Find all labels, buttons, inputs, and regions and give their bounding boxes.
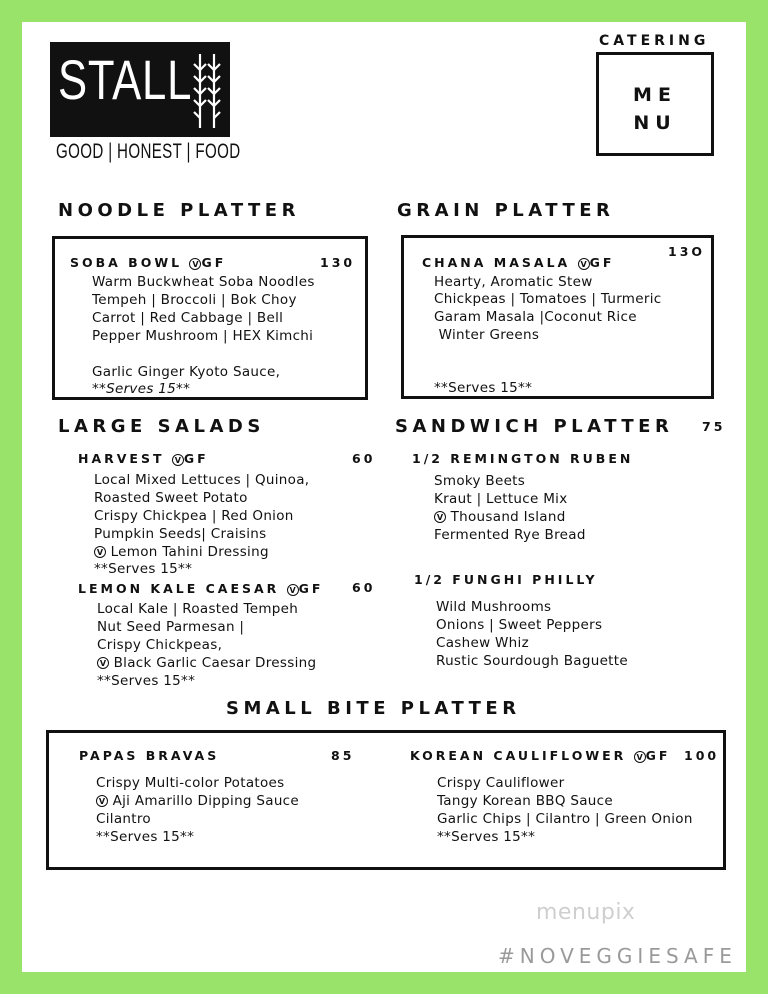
grain-line: Garam Masala |Coconut Rice [434, 309, 637, 325]
cauli-serves: **Serves 15** [437, 829, 536, 845]
grain-heading: GRAIN PLATTER [397, 200, 615, 221]
vegan-icon: V [172, 454, 184, 466]
philly-line: Cashew Whiz [436, 635, 529, 651]
noodle-line: Warm Buckwheat Soba Noodles [92, 274, 315, 290]
line-text: Thousand Island [450, 509, 566, 525]
line-text: Aji Amarillo Dipping Sauce [112, 793, 300, 809]
ruben-item-name: 1/2 REMINGTON RUBEN [412, 451, 634, 466]
vegan-icon: V [434, 511, 446, 523]
wheat-icon [190, 50, 224, 130]
noodle-price: 130 [320, 255, 356, 270]
vegan-icon: V [634, 751, 646, 763]
noodle-line: Carrot | Red Cabbage | Bell [92, 310, 284, 326]
caesar-line [97, 654, 316, 672]
harvest-line: Crispy Chickpea | Red Onion [94, 508, 294, 524]
cauli-item-name [410, 748, 670, 763]
harvest-price: 60 [352, 451, 376, 466]
gf-tag: GF [645, 748, 671, 763]
vegan-icon: V [189, 258, 201, 270]
logo-name: STALL [58, 48, 193, 111]
cauli-line: Crispy Cauliflower [437, 775, 565, 791]
sandwich-heading: SANDWICH PLATTER [395, 416, 674, 437]
vegan-icon: V [94, 546, 106, 558]
harvest-line [94, 543, 269, 561]
noodle-heading: NOODLE PLATTER [58, 200, 300, 221]
harvest-item-name [78, 451, 209, 466]
papas-line [96, 792, 299, 810]
footer-hashtag: #NOVEGGIESAFE [498, 944, 737, 968]
item-title: HARVEST [78, 451, 165, 466]
caesar-line: Local Kale | Roasted Tempeh [97, 601, 299, 617]
papas-line: Cilantro [96, 811, 151, 827]
harvest-line: Roasted Sweet Potato [94, 490, 248, 506]
vegan-icon: V [578, 258, 590, 270]
grain-item-name [422, 255, 614, 270]
item-title: LEMON KALE CAESAR [78, 581, 280, 596]
caesar-serves: **Serves 15** [97, 673, 196, 689]
vegan-icon: V [97, 657, 109, 669]
gf-tag: GF [201, 255, 227, 270]
menu-line-2: NU [633, 112, 677, 134]
philly-line: Rustic Sourdough Baguette [436, 653, 628, 669]
item-title: SOBA BOWL [70, 255, 183, 270]
caesar-line: Nut Seed Parmesan | [97, 619, 245, 635]
sandwich-price: 75 [702, 419, 726, 434]
caesar-price: 60 [352, 580, 376, 595]
gf-tag: GF [183, 451, 209, 466]
ruben-line [434, 508, 566, 526]
vegan-icon: V [287, 584, 299, 596]
vegan-icon: V [96, 795, 108, 807]
stall-logo [50, 42, 230, 137]
papas-price: 85 [331, 748, 355, 763]
noodle-item-name [70, 255, 226, 270]
logo-tagline: GOOD | HONEST | FOOD [56, 140, 241, 163]
caesar-item-name [78, 581, 323, 596]
philly-item-name: 1/2 FUNGHI PHILLY [414, 572, 598, 587]
grain-serves: **Serves 15** [434, 380, 533, 396]
menu-line-1: ME [633, 84, 677, 106]
cauli-line: Tangy Korean BBQ Sauce [437, 793, 613, 809]
noodle-serves: **Serves 15** [92, 381, 191, 397]
salads-heading: LARGE SALADS [58, 416, 265, 437]
caesar-line: Crispy Chickpeas, [97, 637, 223, 653]
line-text: Lemon Tahini Dressing [110, 544, 269, 560]
harvest-line: Pumpkin Seeds| Craisins [94, 526, 267, 542]
catering-label: CATERING [599, 33, 710, 49]
cauli-line: Garlic Chips | Cilantro | Green Onion [437, 811, 693, 827]
papas-serves: **Serves 15** [96, 829, 195, 845]
gf-tag: GF [589, 255, 615, 270]
noodle-line: Pepper Mushroom | HEX Kimchi [92, 328, 314, 344]
papas-line: Crispy Multi-color Potatoes [96, 775, 285, 791]
grain-line: Winter Greens [434, 327, 540, 343]
menu-box [596, 52, 714, 156]
philly-line: Onions | Sweet Peppers [436, 617, 603, 633]
small-heading: SMALL BITE PLATTER [226, 698, 521, 719]
papas-item-name: PAPAS BRAVAS [79, 748, 220, 763]
cauli-price: 100 [684, 748, 720, 763]
menupix-watermark: menupix [536, 900, 636, 925]
item-title: CHANA MASALA [422, 255, 571, 270]
harvest-line: Local Mixed Lettuces | Quinoa, [94, 472, 310, 488]
ruben-line: Fermented Rye Bread [434, 527, 586, 543]
noodle-line: Tempeh | Broccoli | Bok Choy [92, 292, 297, 308]
harvest-serves: **Serves 15** [94, 561, 193, 577]
item-title: KOREAN CAULIFLOWER [410, 748, 627, 763]
grain-line: Hearty, Aromatic Stew [434, 274, 593, 290]
grain-line: Chickpeas | Tomatoes | Turmeric [434, 291, 662, 307]
philly-line: Wild Mushrooms [436, 599, 552, 615]
ruben-line: Kraut | Lettuce Mix [434, 491, 568, 507]
grain-price: 13O [668, 244, 706, 259]
ruben-line: Smoky Beets [434, 473, 526, 489]
line-text: Black Garlic Caesar Dressing [113, 655, 317, 671]
noodle-line: Garlic Ginger Kyoto Sauce, [92, 364, 281, 380]
gf-tag: GF [298, 581, 324, 596]
